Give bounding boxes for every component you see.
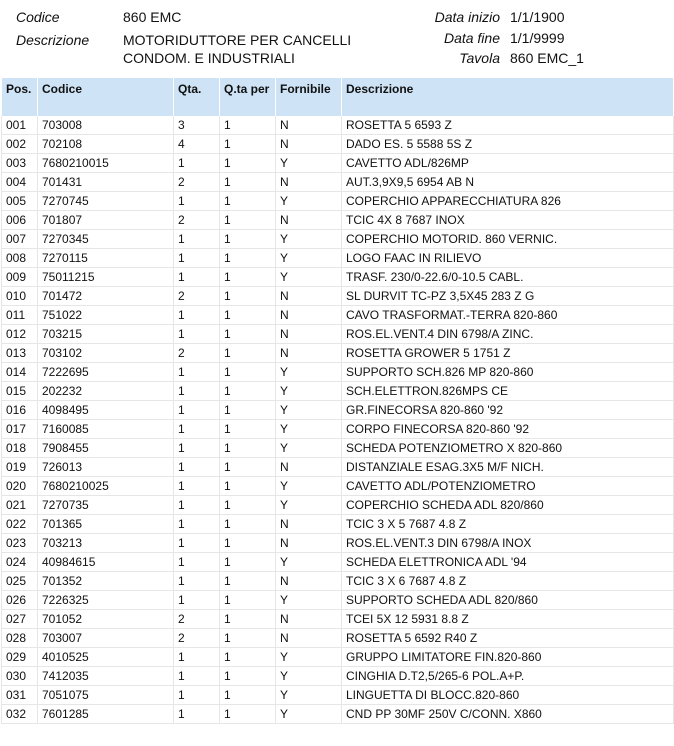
cell-pos: 016 bbox=[2, 401, 38, 420]
table-header-row bbox=[2, 78, 674, 116]
cell-descrizione: SUPPORTO SCHEDA ADL 820/860 bbox=[342, 591, 674, 610]
cell-qta: 1 bbox=[174, 154, 220, 173]
cell-descrizione: TCIC 4X 8 7687 INOX bbox=[342, 211, 674, 230]
table-row bbox=[2, 629, 674, 648]
cell-descrizione: CAVETTO ADL/POTENZIOMETRO bbox=[342, 477, 674, 496]
column-header-descrizione: Descrizione bbox=[342, 78, 674, 116]
cell-descrizione: LINGUETTA DI BLOCC.820-860 bbox=[342, 686, 674, 705]
cell-qta: 1 bbox=[174, 572, 220, 591]
table-row bbox=[2, 211, 674, 230]
cell-qta: 1 bbox=[174, 591, 220, 610]
cell-qta: 1 bbox=[174, 515, 220, 534]
cell-qta-per: 1 bbox=[220, 629, 276, 648]
cell-pos: 032 bbox=[2, 705, 38, 724]
cell-pos: 014 bbox=[2, 363, 38, 382]
cell-qta-per: 1 bbox=[220, 686, 276, 705]
cell-qta: 1 bbox=[174, 553, 220, 572]
cell-pos: 025 bbox=[2, 572, 38, 591]
cell-qta: 1 bbox=[174, 325, 220, 344]
cell-qta-per: 1 bbox=[220, 382, 276, 401]
cell-fornibile: N bbox=[276, 116, 342, 135]
cell-pos: 026 bbox=[2, 591, 38, 610]
table-row bbox=[2, 401, 674, 420]
cell-qta: 1 bbox=[174, 477, 220, 496]
table-row bbox=[2, 325, 674, 344]
cell-fornibile: Y bbox=[276, 591, 342, 610]
cell-descrizione: ROSETTA 5 6592 R40 Z bbox=[342, 629, 674, 648]
cell-pos: 008 bbox=[2, 249, 38, 268]
cell-qta-per: 1 bbox=[220, 230, 276, 249]
cell-qta: 1 bbox=[174, 249, 220, 268]
cell-descrizione: COPERCHIO APPARECCHIATURA 826 bbox=[342, 192, 674, 211]
cell-qta-per: 1 bbox=[220, 420, 276, 439]
cell-pos: 007 bbox=[2, 230, 38, 249]
cell-descrizione: TCIC 3 X 6 7687 4.8 Z bbox=[342, 572, 674, 591]
cell-qta-per: 1 bbox=[220, 515, 276, 534]
cell-codice: 701472 bbox=[38, 287, 174, 306]
cell-fornibile: Y bbox=[276, 667, 342, 686]
cell-descrizione: GRUPPO LIMITATORE FIN.820-860 bbox=[342, 648, 674, 667]
cell-fornibile: Y bbox=[276, 439, 342, 458]
cell-qta: 1 bbox=[174, 268, 220, 287]
table-row bbox=[2, 534, 674, 553]
column-header-qta: Qta. bbox=[174, 78, 220, 116]
cell-codice: 703007 bbox=[38, 629, 174, 648]
cell-codice: 703213 bbox=[38, 534, 174, 553]
cell-qta-per: 1 bbox=[220, 363, 276, 382]
cell-codice: 7412035 bbox=[38, 667, 174, 686]
cell-descrizione: CND PP 30MF 250V C/CONN. X860 bbox=[342, 705, 674, 724]
cell-qta-per: 1 bbox=[220, 496, 276, 515]
cell-qta-per: 1 bbox=[220, 667, 276, 686]
cell-descrizione: DISTANZIALE ESAG.3X5 M/F NICH. bbox=[342, 458, 674, 477]
table-row bbox=[2, 192, 674, 211]
cell-descrizione: CAVO TRASFORMAT.-TERRA 820-860 bbox=[342, 306, 674, 325]
cell-qta: 2 bbox=[174, 610, 220, 629]
cell-codice: 7270115 bbox=[38, 249, 174, 268]
cell-qta-per: 1 bbox=[220, 135, 276, 154]
cell-descrizione: ROSETTA GROWER 5 1751 Z bbox=[342, 344, 674, 363]
cell-pos: 027 bbox=[2, 610, 38, 629]
cell-qta: 1 bbox=[174, 306, 220, 325]
data-fine-label: Data fine bbox=[443, 30, 500, 46]
table-row bbox=[2, 249, 674, 268]
cell-qta-per: 1 bbox=[220, 477, 276, 496]
cell-pos: 004 bbox=[2, 173, 38, 192]
cell-codice: 7270745 bbox=[38, 192, 174, 211]
column-header-codice: Codice bbox=[38, 78, 174, 116]
cell-fornibile: N bbox=[276, 458, 342, 477]
cell-qta: 1 bbox=[174, 648, 220, 667]
table-row bbox=[2, 458, 674, 477]
cell-fornibile: Y bbox=[276, 648, 342, 667]
column-header-pos: Pos. bbox=[2, 78, 38, 116]
cell-qta: 1 bbox=[174, 439, 220, 458]
cell-codice: 4098495 bbox=[38, 401, 174, 420]
cell-pos: 009 bbox=[2, 268, 38, 287]
cell-descrizione: SL DURVIT TC-PZ 3,5X45 283 Z G bbox=[342, 287, 674, 306]
cell-pos: 010 bbox=[2, 287, 38, 306]
cell-qta: 2 bbox=[174, 344, 220, 363]
cell-pos: 019 bbox=[2, 458, 38, 477]
cell-descrizione: COPERCHIO SCHEDA ADL 820/860 bbox=[342, 496, 674, 515]
cell-qta: 1 bbox=[174, 496, 220, 515]
cell-fornibile: N bbox=[276, 629, 342, 648]
cell-descrizione: AUT.3,9X9,5 6954 AB N bbox=[342, 173, 674, 192]
tavola-value: 860 EMC_1 bbox=[510, 50, 584, 66]
cell-qta: 4 bbox=[174, 135, 220, 154]
cell-qta: 1 bbox=[174, 534, 220, 553]
cell-qta-per: 1 bbox=[220, 306, 276, 325]
cell-qta: 1 bbox=[174, 458, 220, 477]
cell-codice: 701365 bbox=[38, 515, 174, 534]
cell-pos: 011 bbox=[2, 306, 38, 325]
cell-codice: 703102 bbox=[38, 344, 174, 363]
cell-codice: 701352 bbox=[38, 572, 174, 591]
table-row bbox=[2, 667, 674, 686]
table-row bbox=[2, 648, 674, 667]
cell-pos: 022 bbox=[2, 515, 38, 534]
table-row bbox=[2, 515, 674, 534]
table-row bbox=[2, 610, 674, 629]
data-inizio-label: Data inizio bbox=[434, 9, 500, 25]
cell-codice: 7160085 bbox=[38, 420, 174, 439]
cell-qta: 1 bbox=[174, 705, 220, 724]
cell-pos: 018 bbox=[2, 439, 38, 458]
cell-qta: 1 bbox=[174, 382, 220, 401]
cell-codice: 202232 bbox=[38, 382, 174, 401]
cell-qta: 2 bbox=[174, 211, 220, 230]
cell-fornibile: N bbox=[276, 344, 342, 363]
cell-pos: 015 bbox=[2, 382, 38, 401]
cell-fornibile: Y bbox=[276, 420, 342, 439]
cell-qta: 1 bbox=[174, 420, 220, 439]
cell-fornibile: Y bbox=[276, 496, 342, 515]
cell-qta-per: 1 bbox=[220, 249, 276, 268]
cell-pos: 028 bbox=[2, 629, 38, 648]
cell-codice: 701807 bbox=[38, 211, 174, 230]
cell-pos: 024 bbox=[2, 553, 38, 572]
cell-descrizione: ROS.EL.VENT.4 DIN 6798/A ZINC. bbox=[342, 325, 674, 344]
cell-pos: 031 bbox=[2, 686, 38, 705]
column-header-qta-per: Q.ta per bbox=[220, 78, 276, 116]
data-inizio-value: 1/1/1900 bbox=[510, 9, 565, 25]
cell-fornibile: N bbox=[276, 211, 342, 230]
codice-value: 860 EMC bbox=[123, 9, 182, 25]
cell-codice: 703215 bbox=[38, 325, 174, 344]
cell-qta-per: 1 bbox=[220, 553, 276, 572]
codice-label: Codice bbox=[16, 9, 60, 25]
cell-qta: 1 bbox=[174, 230, 220, 249]
cell-pos: 017 bbox=[2, 420, 38, 439]
table-row bbox=[2, 230, 674, 249]
cell-pos: 006 bbox=[2, 211, 38, 230]
cell-pos: 020 bbox=[2, 477, 38, 496]
cell-fornibile: Y bbox=[276, 230, 342, 249]
cell-descrizione: DADO ES. 5 5588 5S Z bbox=[342, 135, 674, 154]
table-row bbox=[2, 173, 674, 192]
cell-codice: 7051075 bbox=[38, 686, 174, 705]
cell-descrizione: COPERCHIO MOTORID. 860 VERNIC. bbox=[342, 230, 674, 249]
cell-fornibile: Y bbox=[276, 268, 342, 287]
cell-fornibile: Y bbox=[276, 382, 342, 401]
cell-codice: 7222695 bbox=[38, 363, 174, 382]
column-header-fornibile: Fornibile bbox=[276, 78, 342, 116]
cell-descrizione: GR.FINECORSA 820-860 '92 bbox=[342, 401, 674, 420]
table-row bbox=[2, 705, 674, 724]
table-row bbox=[2, 591, 674, 610]
table-row bbox=[2, 344, 674, 363]
table-row bbox=[2, 116, 674, 135]
cell-fornibile: Y bbox=[276, 192, 342, 211]
cell-qta-per: 1 bbox=[220, 287, 276, 306]
cell-codice: 701052 bbox=[38, 610, 174, 629]
cell-pos: 002 bbox=[2, 135, 38, 154]
cell-qta-per: 1 bbox=[220, 268, 276, 287]
table-row bbox=[2, 553, 674, 572]
cell-qta-per: 1 bbox=[220, 325, 276, 344]
cell-codice: 7601285 bbox=[38, 705, 174, 724]
cell-pos: 003 bbox=[2, 154, 38, 173]
table-row bbox=[2, 135, 674, 154]
table-row bbox=[2, 287, 674, 306]
cell-descrizione: CORPO FINECORSA 820-860 '92 bbox=[342, 420, 674, 439]
cell-qta: 1 bbox=[174, 363, 220, 382]
cell-qta-per: 1 bbox=[220, 705, 276, 724]
table-row bbox=[2, 268, 674, 287]
cell-qta-per: 1 bbox=[220, 192, 276, 211]
cell-qta: 1 bbox=[174, 401, 220, 420]
cell-descrizione: ROSETTA 5 6593 Z bbox=[342, 116, 674, 135]
cell-qta: 2 bbox=[174, 629, 220, 648]
cell-codice: 7270345 bbox=[38, 230, 174, 249]
table-row bbox=[2, 382, 674, 401]
cell-qta-per: 1 bbox=[220, 154, 276, 173]
cell-codice: 40984615 bbox=[38, 553, 174, 572]
cell-fornibile: N bbox=[276, 173, 342, 192]
parts-table bbox=[1, 78, 674, 724]
cell-qta-per: 1 bbox=[220, 648, 276, 667]
cell-qta-per: 1 bbox=[220, 534, 276, 553]
cell-pos: 013 bbox=[2, 344, 38, 363]
tavola-label: Tavola bbox=[459, 50, 500, 66]
cell-pos: 029 bbox=[2, 648, 38, 667]
cell-fornibile: N bbox=[276, 287, 342, 306]
cell-fornibile: Y bbox=[276, 249, 342, 268]
cell-descrizione: SCHEDA ELETTRONICA ADL '94 bbox=[342, 553, 674, 572]
cell-fornibile: N bbox=[276, 572, 342, 591]
cell-qta-per: 1 bbox=[220, 439, 276, 458]
cell-qta: 2 bbox=[174, 173, 220, 192]
cell-pos: 021 bbox=[2, 496, 38, 515]
table-row bbox=[2, 477, 674, 496]
table-row bbox=[2, 363, 674, 382]
cell-codice: 701431 bbox=[38, 173, 174, 192]
cell-descrizione: CINGHIA D.T2,5/265-6 POL.A+P. bbox=[342, 667, 674, 686]
document-header bbox=[0, 0, 674, 74]
cell-codice: 75011215 bbox=[38, 268, 174, 287]
cell-fornibile: N bbox=[276, 306, 342, 325]
cell-qta-per: 1 bbox=[220, 173, 276, 192]
cell-fornibile: N bbox=[276, 534, 342, 553]
cell-codice: 751022 bbox=[38, 306, 174, 325]
table-row bbox=[2, 420, 674, 439]
cell-fornibile: N bbox=[276, 610, 342, 629]
cell-pos: 001 bbox=[2, 116, 38, 135]
cell-fornibile: Y bbox=[276, 705, 342, 724]
table-body bbox=[2, 116, 674, 724]
descrizione-value-line1: MOTORIDUTTORE PER CANCELLI bbox=[123, 32, 352, 48]
cell-descrizione: SCHEDA POTENZIOMETRO X 820-860 bbox=[342, 439, 674, 458]
cell-qta-per: 1 bbox=[220, 401, 276, 420]
table-row bbox=[2, 572, 674, 591]
table-row bbox=[2, 154, 674, 173]
table-row bbox=[2, 686, 674, 705]
cell-qta-per: 1 bbox=[220, 344, 276, 363]
cell-codice: 7680210015 bbox=[38, 154, 174, 173]
cell-codice: 7226325 bbox=[38, 591, 174, 610]
cell-qta-per: 1 bbox=[220, 591, 276, 610]
descrizione-value-line2: CONDOM. E INDUSTRIALI bbox=[123, 50, 295, 66]
cell-fornibile: Y bbox=[276, 553, 342, 572]
data-fine-value: 1/1/9999 bbox=[510, 30, 565, 46]
cell-qta-per: 1 bbox=[220, 211, 276, 230]
cell-qta: 3 bbox=[174, 116, 220, 135]
cell-codice: 702108 bbox=[38, 135, 174, 154]
cell-descrizione: TRASF. 230/0-22.6/0-10.5 CABL. bbox=[342, 268, 674, 287]
cell-fornibile: N bbox=[276, 135, 342, 154]
cell-descrizione: TCIC 3 X 5 7687 4.8 Z bbox=[342, 515, 674, 534]
cell-qta-per: 1 bbox=[220, 458, 276, 477]
cell-fornibile: Y bbox=[276, 477, 342, 496]
cell-fornibile: Y bbox=[276, 401, 342, 420]
cell-descrizione: SUPPORTO SCH.826 MP 820-860 bbox=[342, 363, 674, 382]
cell-descrizione: SCH.ELETTRON.826MPS CE bbox=[342, 382, 674, 401]
cell-fornibile: N bbox=[276, 515, 342, 534]
table-row bbox=[2, 496, 674, 515]
cell-fornibile: Y bbox=[276, 686, 342, 705]
descrizione-label: Descrizione bbox=[16, 32, 90, 48]
table-row bbox=[2, 439, 674, 458]
cell-qta-per: 1 bbox=[220, 610, 276, 629]
cell-descrizione: CAVETTO ADL/826MP bbox=[342, 154, 674, 173]
cell-qta: 1 bbox=[174, 686, 220, 705]
cell-fornibile: Y bbox=[276, 363, 342, 382]
cell-qta: 1 bbox=[174, 192, 220, 211]
table-row bbox=[2, 306, 674, 325]
cell-descrizione: LOGO FAAC IN RILIEVO bbox=[342, 249, 674, 268]
cell-qta-per: 1 bbox=[220, 572, 276, 591]
cell-codice: 703008 bbox=[38, 116, 174, 135]
cell-codice: 7270735 bbox=[38, 496, 174, 515]
cell-qta-per: 1 bbox=[220, 116, 276, 135]
cell-qta: 2 bbox=[174, 287, 220, 306]
cell-fornibile: Y bbox=[276, 154, 342, 173]
cell-codice: 7680210025 bbox=[38, 477, 174, 496]
cell-pos: 030 bbox=[2, 667, 38, 686]
cell-descrizione: TCEI 5X 12 5931 8.8 Z bbox=[342, 610, 674, 629]
cell-qta: 1 bbox=[174, 667, 220, 686]
cell-codice: 726013 bbox=[38, 458, 174, 477]
cell-fornibile: N bbox=[276, 325, 342, 344]
cell-codice: 4010525 bbox=[38, 648, 174, 667]
cell-codice: 7908455 bbox=[38, 439, 174, 458]
cell-pos: 012 bbox=[2, 325, 38, 344]
cell-pos: 023 bbox=[2, 534, 38, 553]
cell-descrizione: ROS.EL.VENT.3 DIN 6798/A INOX bbox=[342, 534, 674, 553]
cell-pos: 005 bbox=[2, 192, 38, 211]
